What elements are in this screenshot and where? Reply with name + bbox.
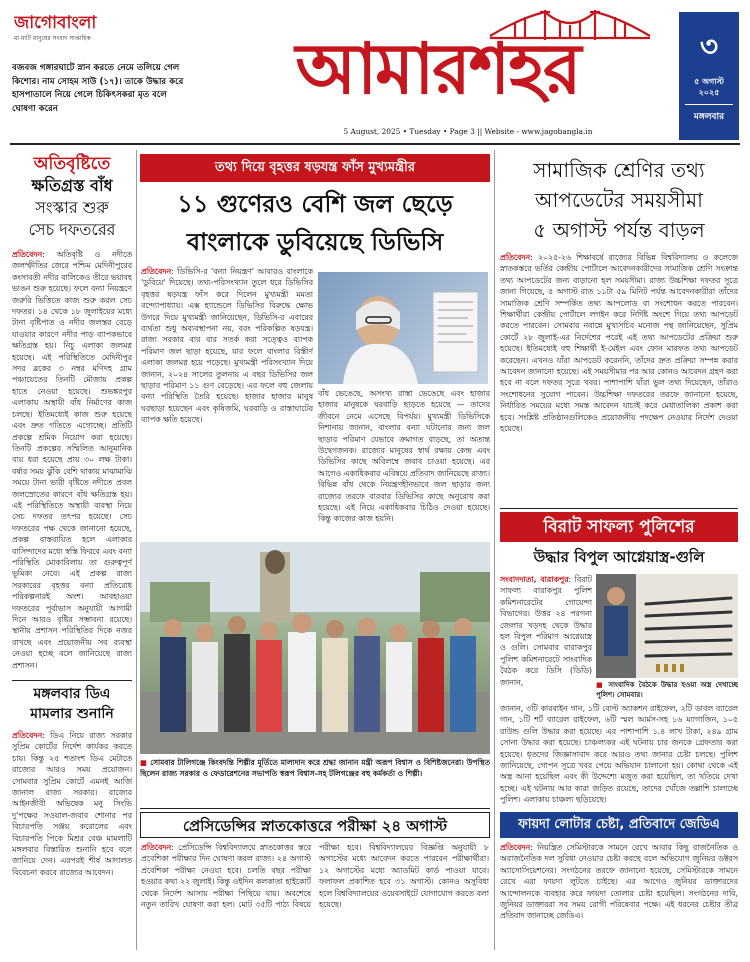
brand-logo (14, 12, 134, 48)
day-bn: মঙ্গলবার (693, 112, 725, 122)
dateline: 5 August, 2025 • Tuesday • Page 3 || Website - www.jagobangla.in (343, 127, 593, 136)
brand-name: জাগোবাংলা (14, 13, 97, 33)
weapons-image (596, 574, 738, 678)
date-box (679, 12, 739, 140)
right-mid-body-top: সংবাদদাতা, বারাকপুর: বিরাট সাফল্য বারাকপুর পুলিশ কমিশনারেটের গোয়েন্দা বিভাগের। উত্তর ২৪ পরগনা জেলার খড়দহ থেকে উদ্ধার হল বিপুল পরিমাণ আগ্নেয়াস্ত্র ও গুলি। সোমবার বারাকপুর পুলিশ কমিশনারেটে সাংবাদিক বৈঠক করে ডিসি (ডিডি) জানান, (500, 575, 592, 687)
weapons-photo-caption: ■ সাংবাদিক বৈঠকে উদ্ধার হওয়া অস্ত্র দেখাচ্ছে পুলিশ। সোমবার। (596, 681, 738, 699)
center-kicker: তথ্য দিয়ে বৃহত্তর ষড়যন্ত্র ফাঁস মুখ্যমন্ত্রীর (140, 154, 490, 182)
left-story-1-title-4: সেচ দফতরের (28, 220, 116, 239)
masthead-title-wrap (200, 4, 675, 126)
center-bottom-body: প্রতিবেদন: প্রেসিডেন্সি বিশ্ববিদ্যালয়ে স্নাতকোত্তর স্তরে প্রবেশিকা পরীক্ষার দিন ঘোষণা করল রাজ্য। ২৪ অগাস্ট প্রবেশিকা পরীক্ষা নেওয়া হবে। চলতি বছর পরীক্ষা হওয়ার কথা ২২ জুলাই। কিন্তু ওইদিন কলকাতা হাইকোর্ট থেকে নির্দেশ আসায় পরীক্ষা পিছিয়ে যায়। অবশেষে নতুন তারিখ ঘোষণা করা হল। মোট ৩৫টি পাঠ্য বিষয়ে পরীক্ষা হবে। বিশ্ববিদ্যালয়ের বিজ্ঞপ্তি অনুযায়ী ৮ অগাস্টের মধ্যে আবেদন করতে পারবেন পরীক্ষার্থীরা। ১২ অগাস্টের মধ্যে অ্যাডমিট কার্ড পাওয়া যাবে। ফলাফল প্রকাশিত হবে ৩১ অগাস্ট। কোনও অসুবিধা হলে বিশ্ববিদ্যালয়ের ওয়েবসাইটে যোগাযোগ করতে বলা হয়েছে। (141, 843, 489, 910)
event-photo-caption: ■ সোমবার টালিগঞ্জে কিংবদন্তি শিল্পীর মূর্তিতে মাল্যদান করে শ্রদ্ধা জানান মন্ত্রী অরূপ বিশ্বাস ও বিশিষ্টজনেরা। উপস্থিত ছিলেন রাজ্য সরকার ও ফেডারেশনের সভাপতি স্বরূপ বিশ্বাস-সহ টলিগঞ্জের বহু কর্মকর্তা ও শিল্পী। (140, 758, 490, 778)
right-mid-body-bottom: জানান, ৩টি কারবাইন গান, ১টি বোল্ট অ্যাকশন রাইফেল, ২টি ডাবল ব্যারেল গান, ১টি শর্ট ব্যারেল রাইফেল, ৬টি স্মল আর্মস-সহ ১৬ ম্যাগাজিন, ১০৫ রাউন্ড গুলি উদ্ধার করা হয়েছে। এর পাশাপাশি ১.৪ লাখ টাকা, ২৪৯ গ্রাম সোনা উদ্ধার করা হয়েছে। চাঞ্চল্যকর এই ঘটনায় চার জনকে গ্রেফতার করা হয়েছে। ধৃতদের জিজ্ঞাসাবাদ করে আরও তথ্য জানার চেষ্টা চলছে। পুলিশ জানিয়েছে, গোপন সূত্রে খবর পেয়ে অভিযান চালানো হয়। কোথা থেকে এই অস্ত্র আনা হয়েছিল এবং কী উদ্দেশ্যে মজুত করা হয়েছিল, তা খতিয়ে দেখা হচ্ছে। এই ঘটনায় আর কারা জড়িত রয়েছে, তাদের খোঁজে তল্লাশি চালাচ্ছে পুলিশ। এলাকায় চাঞ্চল্য ছড়িয়েছে। (500, 704, 738, 805)
byline: প্রতিবেদন (12, 250, 43, 259)
cm-photo (318, 272, 488, 384)
center-body-col1: প্রতিবেদন: ডিভিসি-র 'বন্যা নিয়ন্ত্রণ' আবারও বাংলাকে 'ডুবিয়ে' দিয়েছে। তথ্য-পরিসংখ্যান তুলে ধরে ডিভিসির বৃহত্তর ষড়যন্ত্র ফাঁস করে দিলেন মুখ্যমন্ত্রী মমতা বন্দ্যোপাধ্যায়। এক্স হ্যান্ডেলে ডিভিসির বিরুদ্ধে ক্ষোভ উগরে দিয়ে মুখ্যমন্ত্রী জানিয়েছেন, ডিভিসি-র এবারের ব্যর্থতা শুধু অব্যবস্থাপনা নয়, বরং পরিকল্পিত ষড়যন্ত্র। রাজ্য সরকার বার বার সতর্ক করা সত্ত্বেও ব্যাপক পরিমাণ জল ছাড়া হয়েছে, যার ফলে বাংলার বিস্তীর্ণ এলাকা জলমগ্ন হয়ে পড়েছে। মুখ্যমন্ত্রী পরিসংখ্যান দিয়ে জানান, ২০২৪ সালের তুলনায় এ বছর ডিভিসির জল ছাড়ার পরিমাণ ১১ গুণ বেড়েছে। এর ফলে বহু জেলায় বন্যা পরিস্থিতি তৈরি হয়েছে। হাজার হাজার মানুষ ঘরছাড়া হয়েছেন এবং কৃষিজমি, ঘরবাড়ি ও রাস্তাঘাটের ব্যাপক ক্ষতি হয়েছে। (141, 267, 313, 425)
brand-tagline: মা মাটি মানুষের সংবাদ সাপ্তাহিক (14, 35, 91, 42)
left-story-2-body: প্রতিবেদন: ডিএ নিয়ে রাজ্য সরকার সুপ্রিম কোর্টের নির্দেশ কার্যকর করতে চায়। কিন্তু ২৫ শতাংশ ডিএ মেটাতে রাজ্যের আরও সময় প্রয়োজন। সোমবার সুপ্রিম কোর্টে এমনই আর্জি জানাল রাজ্য সরকার। রাজ্যের আইনজীবী অভিষেক মনু সিংভি দু'পক্ষের সওয়াল-জবাব শোনার পর বিচারপতি সঞ্জয় করোলের এবং বিচারপতি পিকে মিশ্রর বেঞ্চ মামলাটি মঙ্গলবার বিস্তারিত শুনানি হবে বলে জানিয়ে দেন। এরপরই শীর্ষ আদালত বিবেচনা করবে রাজ্যের আবেদন। (12, 731, 132, 877)
center-headline-2: বাংলাকে ডুবিয়েছে ডিভিসি (186, 228, 444, 256)
page-number: ৩ (699, 30, 719, 63)
weapons-photo (596, 574, 738, 678)
center-headline-1: ১১ গুণেরও বেশি জল ছেড়ে (177, 190, 453, 218)
portrait-image (318, 272, 488, 384)
right-top-body: প্রতিবেদন: ২০২৫-২৬ শিক্ষাবর্ষে রাজ্যের বিভিন্ন বিশ্ববিদ্যালয় ও কলেজে স্নাতকস্তরে ভর্তির কেন্দ্রীয় পোর্টালে আবেদনকারীদের সামাজিক শ্রেণি সংক্রান্ত তথ্য আপডেটের জন্য বাড়ানো হল সময়সীমা। রাজ্য উচ্চশিক্ষা দফতর সূত্রে জানা গিয়েছে, ৫ অগাস্ট রাত ১১টা ৫৯ মিনিট পর্যন্ত আবেদনকারীরা তাঁদের সামাজিক শ্রেণি সম্পর্কিত তথ্য আপলোড বা সংশোধন করতে পারবেন। শিক্ষার্থীরা কেন্দ্রীয় পোর্টালে লগইন করে নির্দিষ্ট অংশে গিয়ে তথ্য আপডেট করতে পারবেন। সোমবার নবান্নে মুখ্যসচিব মনোজ পন্থ জানিয়েছেন, সুপ্রিম কোর্টে ২৮ জুলাই-এর নির্দেশের পরেই এই তথ্য আপডেটের প্রক্রিয়া শুরু হয়েছে। ইতিমধ্যেই বহু শিক্ষার্থী ই-মেইল এবং ফোন মারফত তথ্য আপডেট করেছেন। এখনও যাঁরা আপডেট করেননি, তাঁদের দ্রুত প্রক্রিয়া সম্পন্ন করার আবেদন জানানো হয়েছে। এই সময়সীমার পর আর কোনও আবেদন গ্রহণ করা হবে না বলে দফতর সূত্রে খবর। পাশাপাশি যাঁরা ভুল তথ্য দিয়েছেন, তাঁরাও সংশোধনের সুযোগ পাবেন। উচ্চশিক্ষা দফতরের তরফে জানানো হয়েছে, নির্ধারিত সময়ের মধ্যে সমস্ত আবেদন যাচাই করে মেধাতালিকা প্রকাশ করা হবে। সংশ্লিষ্ট প্রতিষ্ঠানগুলিকেও প্রয়োজনীয় পদক্ষেপ নেওয়ার নির্দেশ দেওয়া হয়েছে। (500, 253, 738, 434)
event-photo (140, 542, 490, 754)
date-bn: ৫ অগাস্ট ২০২৫ (694, 77, 724, 97)
right-top-headline-1: সামাজিক শ্রেণির তথ্য (533, 158, 705, 182)
left-story-1-body: প্রতিবেদন: অতিবৃষ্টি ও নদীতে জলস্ফীতির জেরে পশ্চিম মেদিনীপুরের কংসাবতী নদীর বালিকেও তীরে ভয়াবহ ভাঙন শুরু হয়েছে। ফলে বন্যা নিয়ন্ত্রণে জরুরি ভিত্তিতে কাজ শুরু করল সেচ দফতর। ১৪ থেকে ১৮ জুলাইয়ের মধ্যে টানা বৃষ্টিপাত ও নদীর জলস্তর বেড়ে যাওয়ার কারণে নদীর পাড় ব্যাপকভাবে ক্ষতিগ্রস্ত হয়। নিচু এলাকা জলমগ্ন হয়েছে। এই পরিস্থিতিতে মেদিনীপুর সদর ব্লকের ৩ নম্বর মণিদহ গ্রাম পঞ্চায়েতের তিনটি মৌজায় প্রকল্প হাতে নেওয়া হয়েছে। শুভঙ্করপুর এলাকায় অস্থায়ী বাঁধ নির্মাণের কাজ চলছে। ইতিমধ্যেই কাজ শুরু হয়েছে এবং দ্রুত গতিতে এগোচ্ছে। প্রতিটি প্রকল্পে শ্রমিক নিয়োগ করা হয়েছে। তিনটি প্রকল্পের সম্মিলিত আনুমানিক ব্যয় ধরা হয়েছে প্রায় ৩০ লক্ষ টাকা। বর্ষার সময় ঝুঁকি বেশি থাকায় মাঝামাঝি সময়ে টানা ভারী বৃষ্টিতে নদীতে প্রবল জলস্রোতের কারণে বাঁধ ক্ষতিগ্রস্ত হয়। এই পরিস্থিতিতে অস্থায়ী ব্যবস্থা নিয়ে সেচ দফতর তৎপর হয়েছে। সেচ দফতরের পক্ষ থেকে জানানো হয়েছে, প্রকল্প বাস্তবায়িত হলে এলাকার বাসিন্দাদের মধ্যে স্বস্তি ফিরবে এবং বন্যা পরিস্থিতি মোকাবিলায় তা গুরুত্বপূর্ণ ভূমিকা নেবে। এই প্রকল্প রাজ্য সরকারের বৃহত্তর বন্যা প্রতিরোধ পরিকল্পনারই অংশ। আবহাওয়া দফতরের পূর্বাভাস অনুযায়ী আগামী দিনে আরও বৃষ্টির সম্ভাবনা রয়েছে। স্থানীয় প্রশাসন পরিস্থিতির দিকে নজর রাখছে এবং প্রয়োজনীয় সব ব্যবস্থা নেওয়া হচ্ছে বলে জানিয়েছে রাজ্য প্রশাসন। (12, 250, 132, 670)
group-photo-image (140, 542, 490, 754)
teaser: বজবজ গঙ্গারঘাটে স্নান করতে নেমে তলিয়ে গেল কিশোর। নাম সোহম সাউ (১৭)। তাকে উদ্ধার করে হাসপাতালে নিয়ে গেলে চিকিৎসকরা মৃত বলে ঘোষণা করেন (12, 63, 184, 114)
right-top-headline-2: আপডেটের সময়সীমা (535, 188, 703, 212)
right-mid-headline-2: উদ্ধার বিপুল আগ্নেয়াস্ত্র-গুলি (533, 548, 705, 566)
left-story-1-title-2: ক্ষতিগ্রস্ত বাঁধ (31, 176, 113, 195)
right-top-headline-3: ৫ অগাস্ট পর্যন্ত বাড়ল (533, 218, 705, 242)
left-story-1 (12, 153, 132, 677)
left-story-2 (12, 684, 132, 950)
right-mid-headline-1: বিরাট সাফল্য পুলিশের (500, 512, 738, 542)
center-body-col2: বাঁধ ভেঙেছে, অসংখ্য রাস্তা ভেঙেছে এবং হাজার হাজার মানুষকে ঘরবাড়ি ছাড়তে হয়েছে — তাদের জীবনে নেমে এসেছে বিপর্যয়। মুখ্যমন্ত্রী ডিভিসিকে নিশানায় জানান, বাংলার বন্যা ঘটানোর জন্য জল ছাড়ার পরিমাণ যেভাবে ক্রমাগত বাড়ছে, তা অত্যন্ত উদ্বেগজনক। রাজ্যের মানুষের স্বার্থ রক্ষায় কেন্দ্র এবং ডিভিসির কাছে অবিলম্বে জবাব চাওয়া হয়েছে। এর আগেও একাধিকবার এবিষয়ে প্রতিবাদ জানিয়েছে রাজ্য। বিভিন্ন বাঁধ থেকে নিয়ন্ত্রণহীনভাবে জল ছাড়ার জন্য রাজ্যের তরফে বারবার ডিভিসির কাছে অনুরোধ করা হয়েছে। এই নিয়ে একাধিকবার চিঠিও দেওয়া হয়েছে। কিন্তু কাজের কাজ হয়নি। (318, 389, 490, 524)
right-bottom-headline: ফায়দা লোটার চেষ্টা, প্রতিবাদে জেডিএ (500, 812, 738, 838)
center-bottom-headline: প্রেসিডেন্সির স্নাতকোত্তরে পরীক্ষা ২৪ অগাস্ট (140, 812, 490, 838)
left-story-2-title-2: মামলার শুনানি (30, 706, 114, 722)
left-story-1-title-1: অতিবৃষ্টিতে (33, 154, 111, 174)
masthead-title: আমারশহর (295, 27, 580, 110)
left-story-2-title-1: মঙ্গলবার ডিএ (33, 686, 111, 702)
right-bottom-body: প্রতিবেদন: নিয়ন্ত্রিত সেমিস্টারকে সামনে রেখে আবার কিছু রাজনৈতিক ও অরাজনৈতিক দল সুবিধা নেওয়ার চেষ্টা করছে বলে অভিযোগ জুনিয়র ডক্টরস অ্যাসোসিয়েশনের। সংগঠনের তরফে জানানো হয়েছে, সেমিস্টারকে সামনে রেখে এরা ফায়দা লুটতে চাইছে। এর আগেও জুনিয়র ডাক্তারদের আন্দোলনকে ব্যবহার করে ফায়দা তোলার চেষ্টা হয়েছিল। সংগঠনের দাবি, জুনিয়র ডাক্তাররা সব সময় রোগী পরিষেবার পক্ষে। এই ধরনের চেষ্টার তীব্র প্রতিবাদ জানাচ্ছে জেডিএ। (500, 843, 738, 921)
left-story-1-title-3: সংস্কার শুরু (35, 198, 109, 217)
